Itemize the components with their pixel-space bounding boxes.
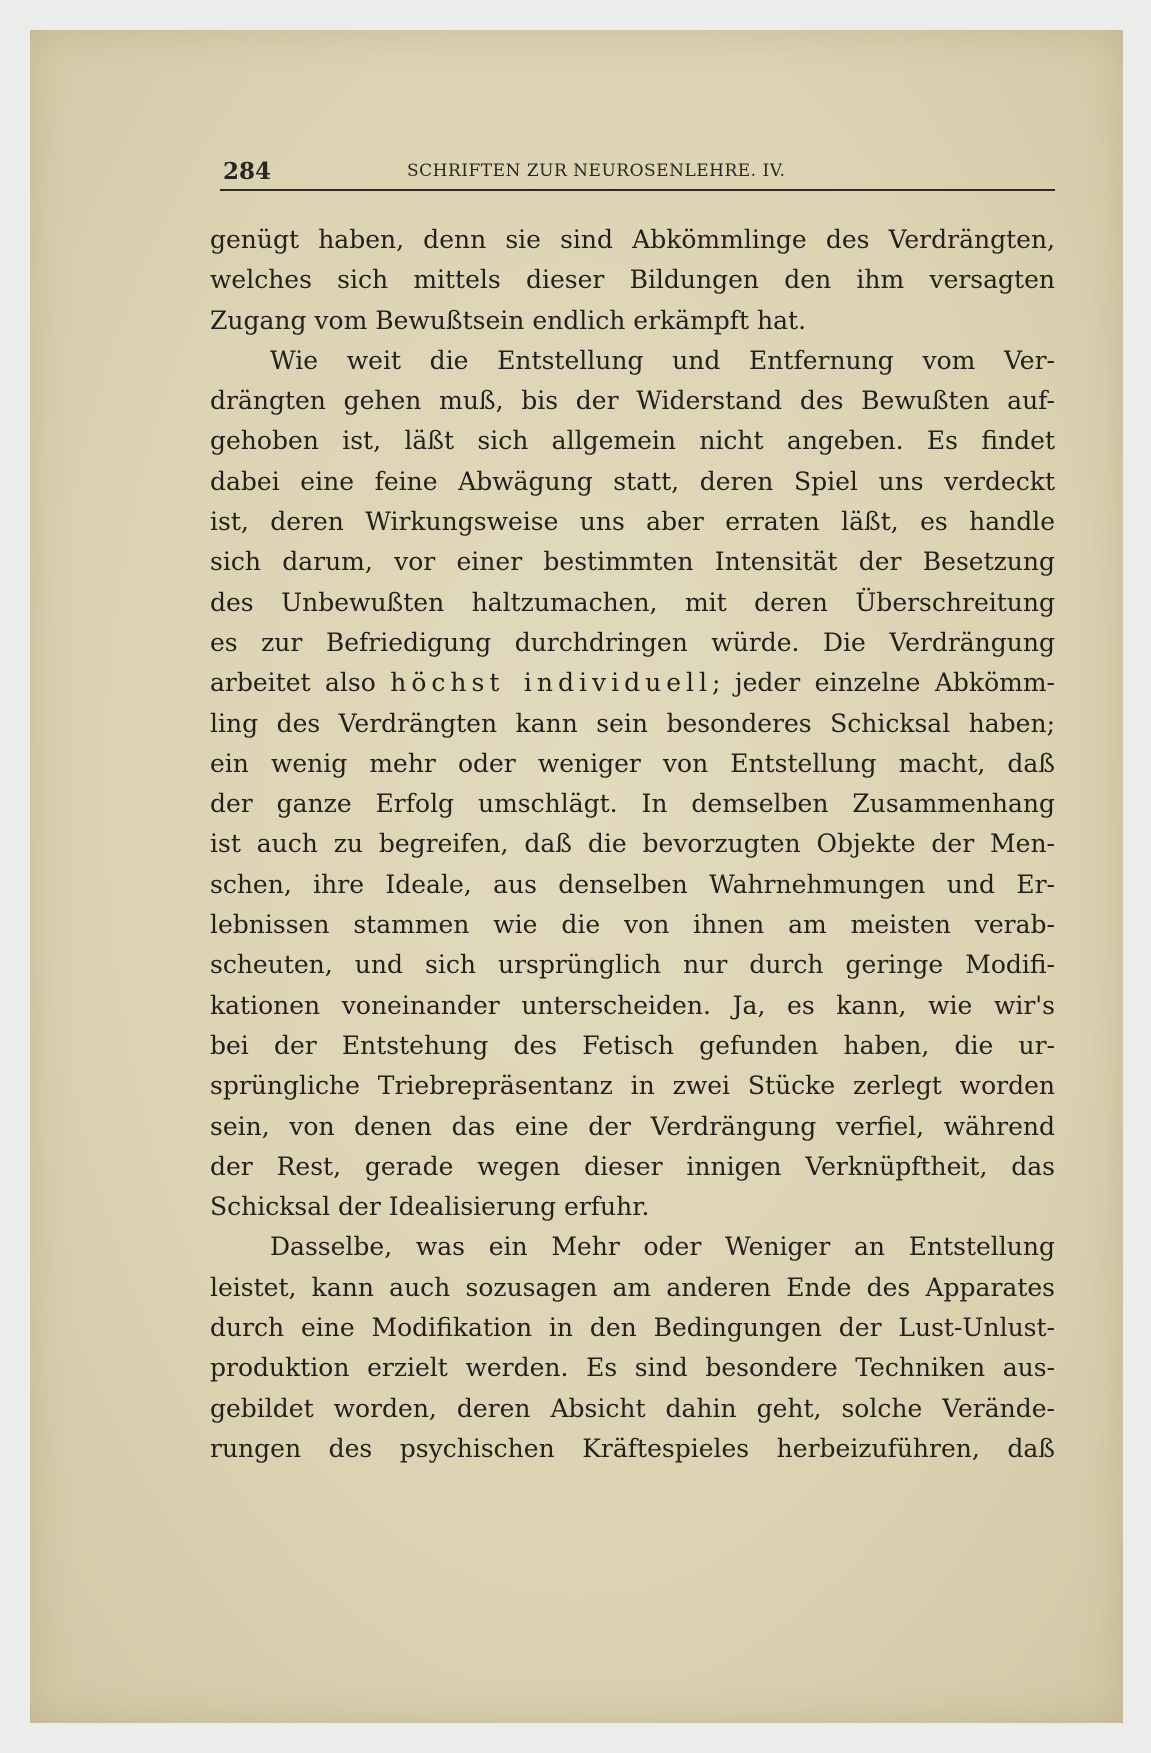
text-line: Schicksal der Idealisierung erfuhr. <box>210 1192 650 1222</box>
text-line: welches sich mittels dieser Bildungen den ihm versagten <box>210 265 1055 295</box>
text-line: Wie weit die Entstellung und Entfernung vom Ver- <box>270 345 1055 375</box>
text-line: ein wenig mehr oder weniger von Entstellung macht, daß <box>210 748 1055 778</box>
text-line: sich darum, vor einer bestimmten Intensität der Besetzung <box>210 547 1055 577</box>
text-line <box>210 663 1055 703</box>
text-line: drängten gehen muß, bis der Widerstand des Bewußten auf- <box>210 386 1055 416</box>
page-number: 284 <box>223 158 272 185</box>
text-run: ; jeder einzelne Abkömm- <box>711 668 1055 698</box>
paragraph <box>210 1227 1055 1469</box>
text-line: scheuten, und sich ursprünglich nur durch geringe Modifi- <box>210 950 1055 980</box>
text-line: der Rest, gerade wegen dieser innigen Verknüpftheit, das <box>210 1151 1055 1181</box>
text-line: dabei eine feine Abwägung statt, deren Spiel uns verdeckt <box>210 466 1055 496</box>
body-text <box>210 220 1055 1469</box>
text-line: leistet, kann auch sozusagen am anderen Ende des Apparates <box>210 1272 1055 1302</box>
text-line: genügt haben, denn sie sind Abkömmlinge des Verdrängten, <box>210 225 1055 254</box>
text-line: ling des Verdrängten kann sein besonderes Schicksal haben; <box>210 708 1055 738</box>
text-line: es zur Befriedigung durchdringen würde. Die Verdrängung <box>210 627 1055 657</box>
paragraph <box>210 220 1055 341</box>
page-header <box>220 158 1055 190</box>
emphasized-text: höchst individuell <box>390 668 712 698</box>
text-run: arbeitet also <box>210 668 391 698</box>
text-line: lebnissen stammen wie die von ihnen am meisten verab- <box>210 910 1055 940</box>
text-line: produktion erzielt werden. Es sind besondere Techniken aus- <box>210 1353 1055 1383</box>
text-line: der ganze Erfolg umschlägt. In demselben Zusammenhang <box>210 789 1055 819</box>
text-line: ist auch zu begreifen, daß die bevorzugten Objekte der Men- <box>210 829 1055 859</box>
text-line: kationen voneinander unterscheiden. Ja, es kann, wie wir's <box>210 990 1055 1020</box>
text-line: durch eine Modifikation in den Bedingungen der Lust-Unlust- <box>210 1313 1055 1343</box>
text-line: sprüngliche Triebrepräsentanz in zwei Stücke zerlegt worden <box>210 1071 1055 1101</box>
header-rule <box>220 189 1055 191</box>
text-line: gebildet worden, deren Absicht dahin geht, solche Verände- <box>210 1393 1055 1423</box>
text-line: Zugang vom Bewußtsein endlich erkämpft hat. <box>210 305 807 335</box>
text-line: des Unbewußten haltzumachen, mit deren Überschreitung <box>210 587 1055 617</box>
text-line: sein, von denen das eine der Verdrängung verfiel, während <box>210 1111 1055 1141</box>
text-line: gehoben ist, läßt sich allgemein nicht angeben. Es findet <box>210 426 1055 456</box>
text-line: ist, deren Wirkungsweise uns aber erraten läßt, es handle <box>210 507 1055 537</box>
paragraph <box>210 341 1055 1228</box>
text-line: rungen des psychischen Kräftespieles herbeizuführen, daß <box>210 1433 1055 1463</box>
text-line: schen, ihre Ideale, aus denselben Wahrnehmungen und Er- <box>210 869 1055 899</box>
running-head: SCHRIFTEN ZUR NEUROSENLEHRE. IV. <box>407 161 786 181</box>
text-line: Dasselbe, was ein Mehr oder Weniger an Entstellung <box>270 1232 1055 1262</box>
text-line: bei der Entstehung des Fetisch gefunden haben, die ur- <box>210 1030 1055 1060</box>
